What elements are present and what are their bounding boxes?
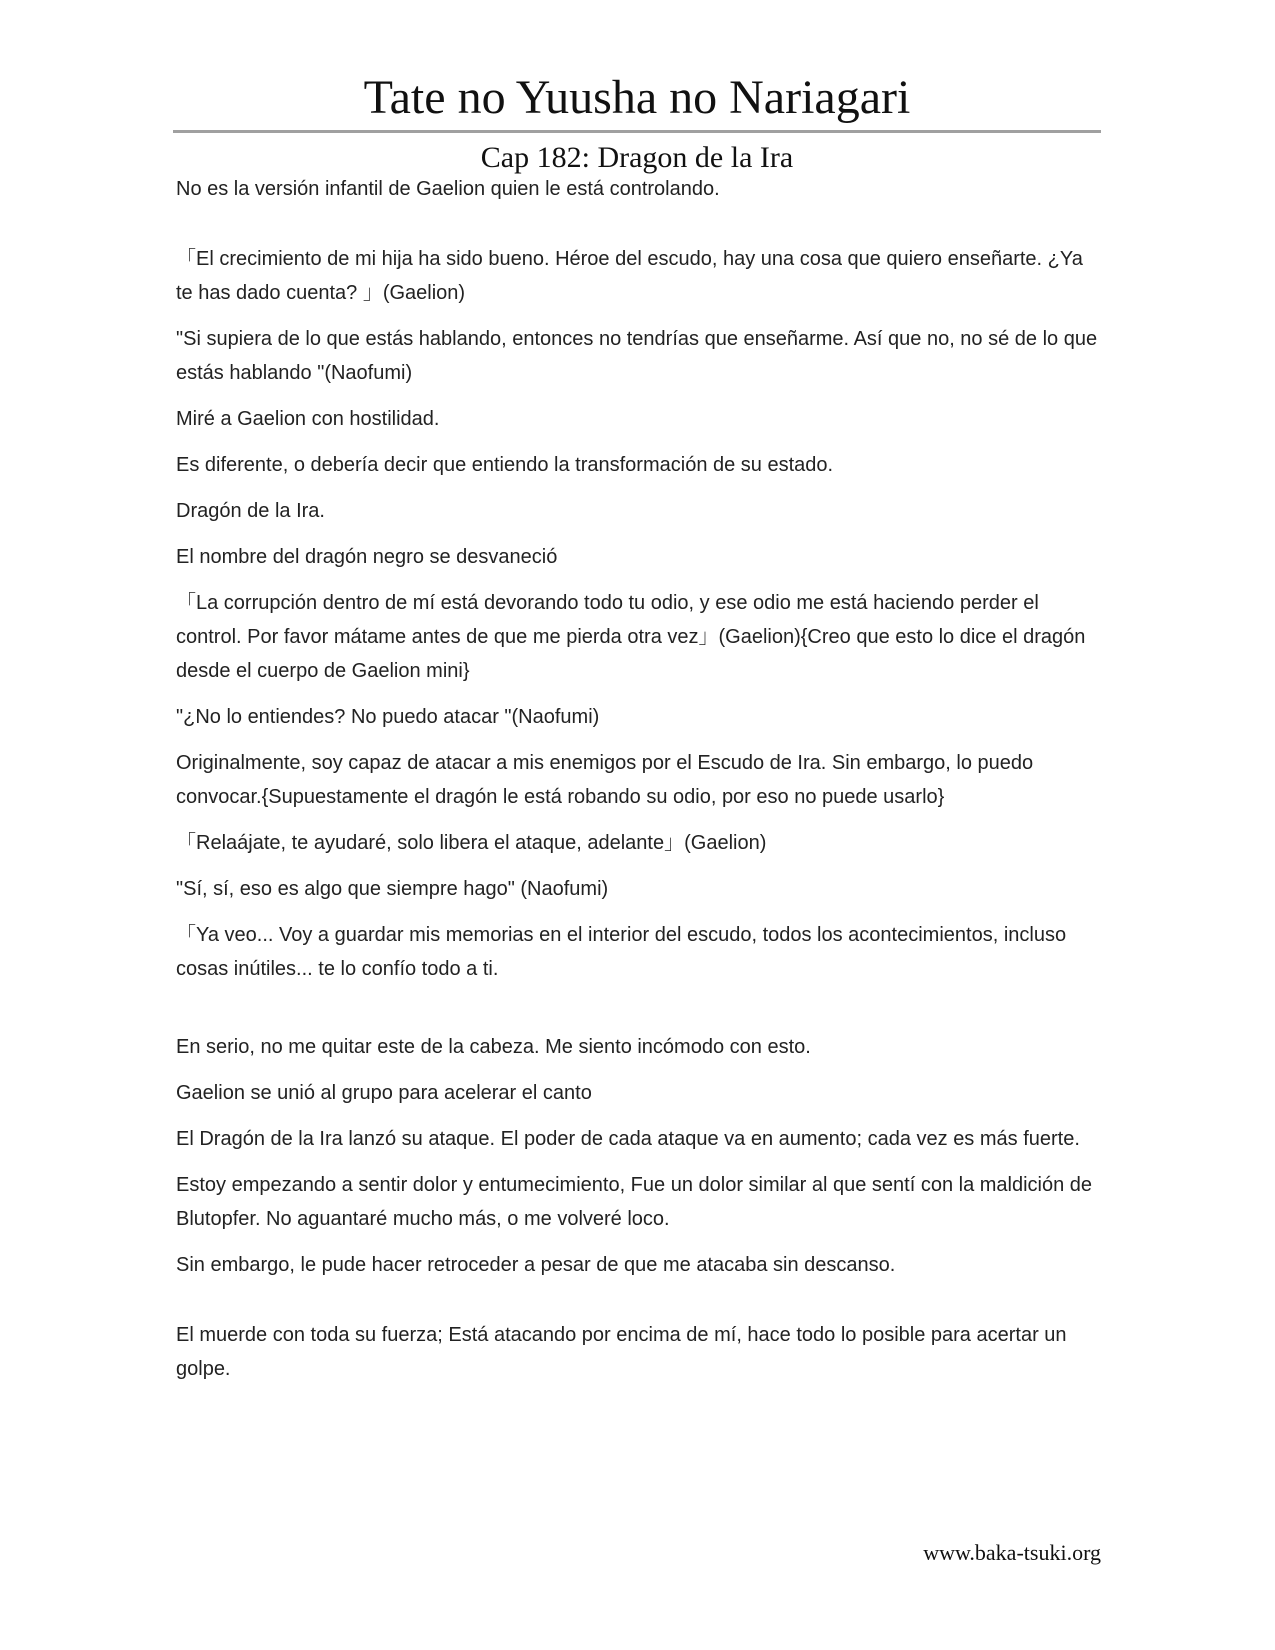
paragraph: Estoy empezando a sentir dolor y entumecimiento, Fue un dolor similar al que sentí con la maldición de Blutopfer. No aguantaré mucho más, o me volveré loco. bbox=[176, 1174, 1093, 1230]
paragraph: No es la versión infantil de Gaelion quien le está controlando. bbox=[176, 178, 720, 200]
paragraph: El nombre del dragón negro se desvaneció bbox=[176, 546, 558, 568]
paragraph: El Dragón de la Ira lanzó su ataque. El poder de cada ataque va en aumento; cada vez es más fuerte. bbox=[176, 1128, 1080, 1150]
footer-site-url: www.baka-tsuki.org bbox=[923, 1540, 1101, 1565]
page-header bbox=[173, 70, 1101, 177]
chapter-title: Cap 182: Dragon de la Ira bbox=[480, 141, 794, 174]
title-divider bbox=[173, 130, 1101, 133]
paragraph: Originalmente, soy capaz de atacar a mis enemigos por el Escudo de Ira. Sin embargo, lo puedo convocar.{Supuestamente el dragón le está robando su odio, por eso no puede usarlo} bbox=[176, 752, 1034, 808]
paragraph: Dragón de la Ira. bbox=[176, 500, 325, 522]
paragraph: Sin embargo, le pude hacer retroceder a pesar de que me atacaba sin descanso. bbox=[176, 1254, 896, 1276]
paragraph: Miré a Gaelion con hostilidad. bbox=[176, 408, 440, 430]
paragraph: En serio, no me quitar este de la cabeza. Me siento incómodo con esto. bbox=[176, 1036, 811, 1058]
paragraph: 「El crecimiento de mi hija ha sido bueno. Héroe del escudo, hay una cosa que quiero enseñarte. ¿Ya te has dado cuenta? 」(Gaelion) bbox=[176, 248, 1083, 304]
document-title: Tate no Yuusha no Nariagari bbox=[363, 71, 911, 124]
paragraph: 「Relaájate, te ayudaré, solo libera el ataque, adelante」(Gaelion) bbox=[176, 832, 767, 854]
chapter-body bbox=[176, 172, 1101, 1398]
paragraph: Es diferente, o debería decir que entiendo la transformación de su estado. bbox=[176, 454, 834, 476]
paragraph: "Sí, sí, eso es algo que siempre hago" (Naofumi) bbox=[176, 878, 609, 900]
paragraph: 「Ya veo... Voy a guardar mis memorias en el interior del escudo, todos los acontecimientos, incluso cosas inútiles... te lo confío todo a ti. bbox=[176, 924, 1067, 980]
paragraph: 「La corrupción dentro de mí está devorando todo tu odio, y ese odio me está haciendo perder el control. Por favor mátame antes de que me pierda otra vez」(Gaelion){Creo que esto lo dice el dragón desde el cuerpo de Gaelion mini} bbox=[176, 592, 1086, 682]
paragraph: El muerde con toda su fuerza; Está atacando por encima de mí, hace todo lo posible para acertar un golpe. bbox=[176, 1324, 1067, 1380]
paragraph: "¿No lo entiendes? No puedo atacar "(Naofumi) bbox=[176, 706, 600, 728]
paragraph: Gaelion se unió al grupo para acelerar el canto bbox=[176, 1082, 592, 1104]
paragraph: "Si supiera de lo que estás hablando, entonces no tendrías que enseñarme. Así que no, no sé de lo que estás hablando "(Naofumi) bbox=[176, 328, 1098, 384]
